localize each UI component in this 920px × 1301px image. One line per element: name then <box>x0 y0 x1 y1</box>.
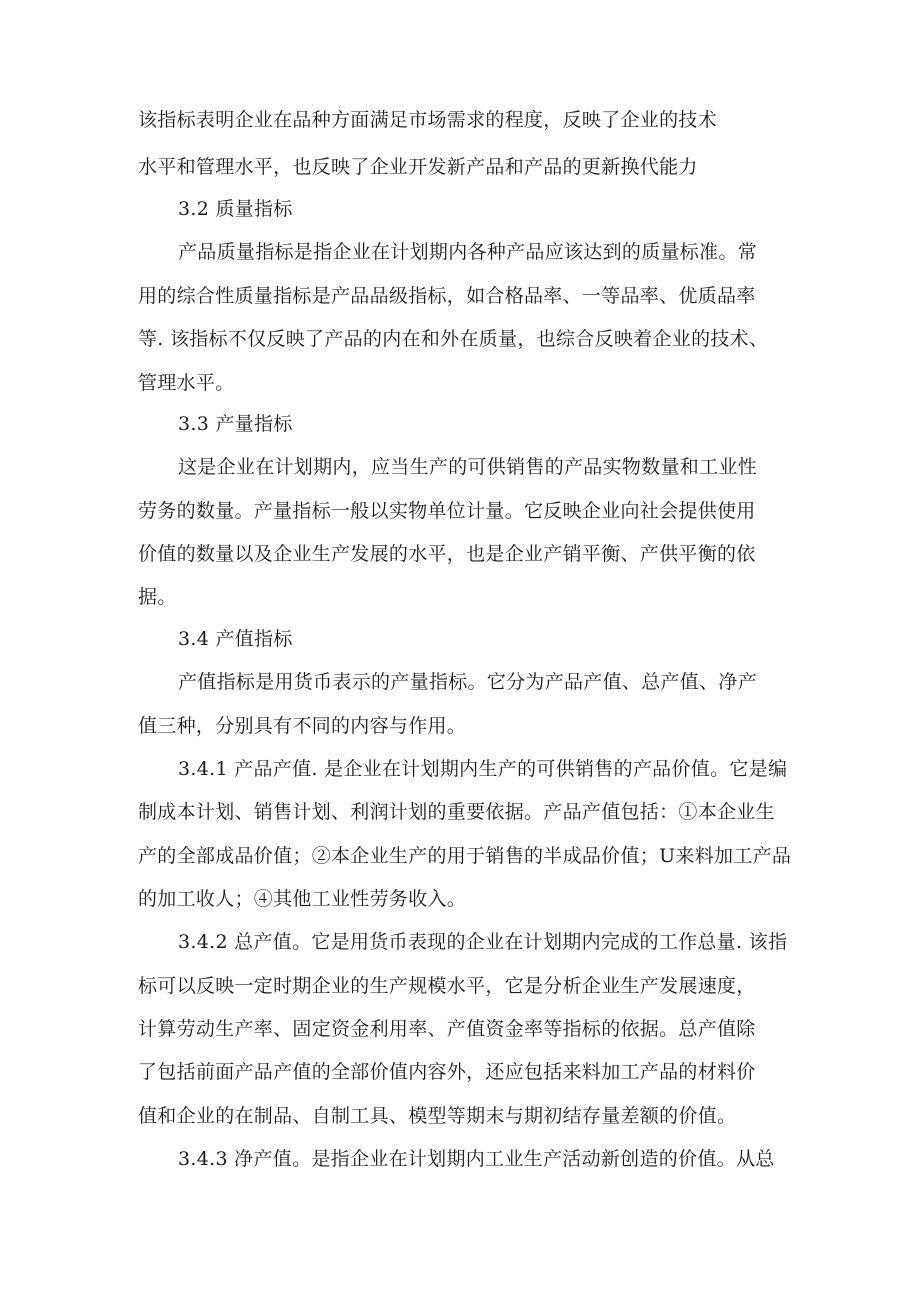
section-heading-3-3: 3.3 产量指标 <box>178 413 293 435</box>
paragraph-line: 这是企业在计划期内，应当生产的可供销售的产品实物数量和工业性 <box>178 456 758 478</box>
paragraph-line: 劳务的数量。产量指标一般以实物单位计量。它反映企业向社会提供使用 <box>138 500 756 522</box>
section-heading-3-4: 3.4 产值指标 <box>178 628 293 650</box>
section-heading-3-2: 3.2 质量指标 <box>178 198 293 220</box>
paragraph-line: 标可以反映一定时期企业的生产规模水平，它是分析企业生产发展速度， <box>138 975 756 997</box>
paragraph-line: 用的综合性质量指标是产品品级指标，如合格品率、一等品率、优质品率 <box>138 285 756 307</box>
paragraph-line: 该指标表明企业在品种方面满足市场需求的程度，反映了企业的技术 <box>138 109 718 131</box>
paragraph-line: 值三种，分别具有不同的内容与作用。 <box>138 715 467 737</box>
paragraph-line: 据。 <box>138 586 177 608</box>
paragraph-line: 等. 该指标不仅反映了产品的内在和外在质量，也综合反映着企业的技术、 <box>138 328 769 350</box>
paragraph-line: 价值的数量以及企业生产发展的水平，也是企业产销平衡、产供平衡的依 <box>138 543 756 565</box>
paragraph-line: 制成本计划、销售计划、利润计划的重要依据。产品产值包括：①本企业生 <box>138 801 775 823</box>
paragraph-line: 3.4.3 净产值。是指企业在计划期内工业生产活动新创造的价值。从总 <box>178 1148 775 1170</box>
paragraph-line: 产品质量指标是指企业在计划期内各种产品应该达到的质量标准。常 <box>178 241 758 263</box>
paragraph-line: 3.4.1 产品产值. 是企业在计划期内生产的可供销售的产品价值。它是编 <box>178 758 788 780</box>
paragraph-line: 水平和管理水平，也反映了企业开发新产品和产品的更新换代能力 <box>138 156 698 178</box>
paragraph-line: 的加工收人；④其他工业性劳务收入。 <box>138 888 467 910</box>
paragraph-line: 了包括前面产品产值的全部价值内容外，还应包括来料加工产品的材料价 <box>138 1061 756 1083</box>
paragraph-line: 值和企业的在制品、自制工具、模型等期末与期初结存量差额的价值。 <box>138 1105 737 1127</box>
paragraph-line: 计算劳动生产率、固定资金利用率、产值资金率等指标的依据。总产值除 <box>138 1018 756 1040</box>
paragraph-line: 产值指标是用货币表示的产量指标。它分为产品产值、总产值、净产 <box>178 671 758 693</box>
paragraph-line: 产的全部成品价值；②本企业生产的用于销售的半成品价值；U来料加工产品 <box>138 845 792 867</box>
paragraph-line: 管理水平。 <box>138 372 235 394</box>
paragraph-line: 3.4.2 总产值。它是用货币表现的企业在计划期内完成的工作总量. 该指 <box>178 931 788 953</box>
